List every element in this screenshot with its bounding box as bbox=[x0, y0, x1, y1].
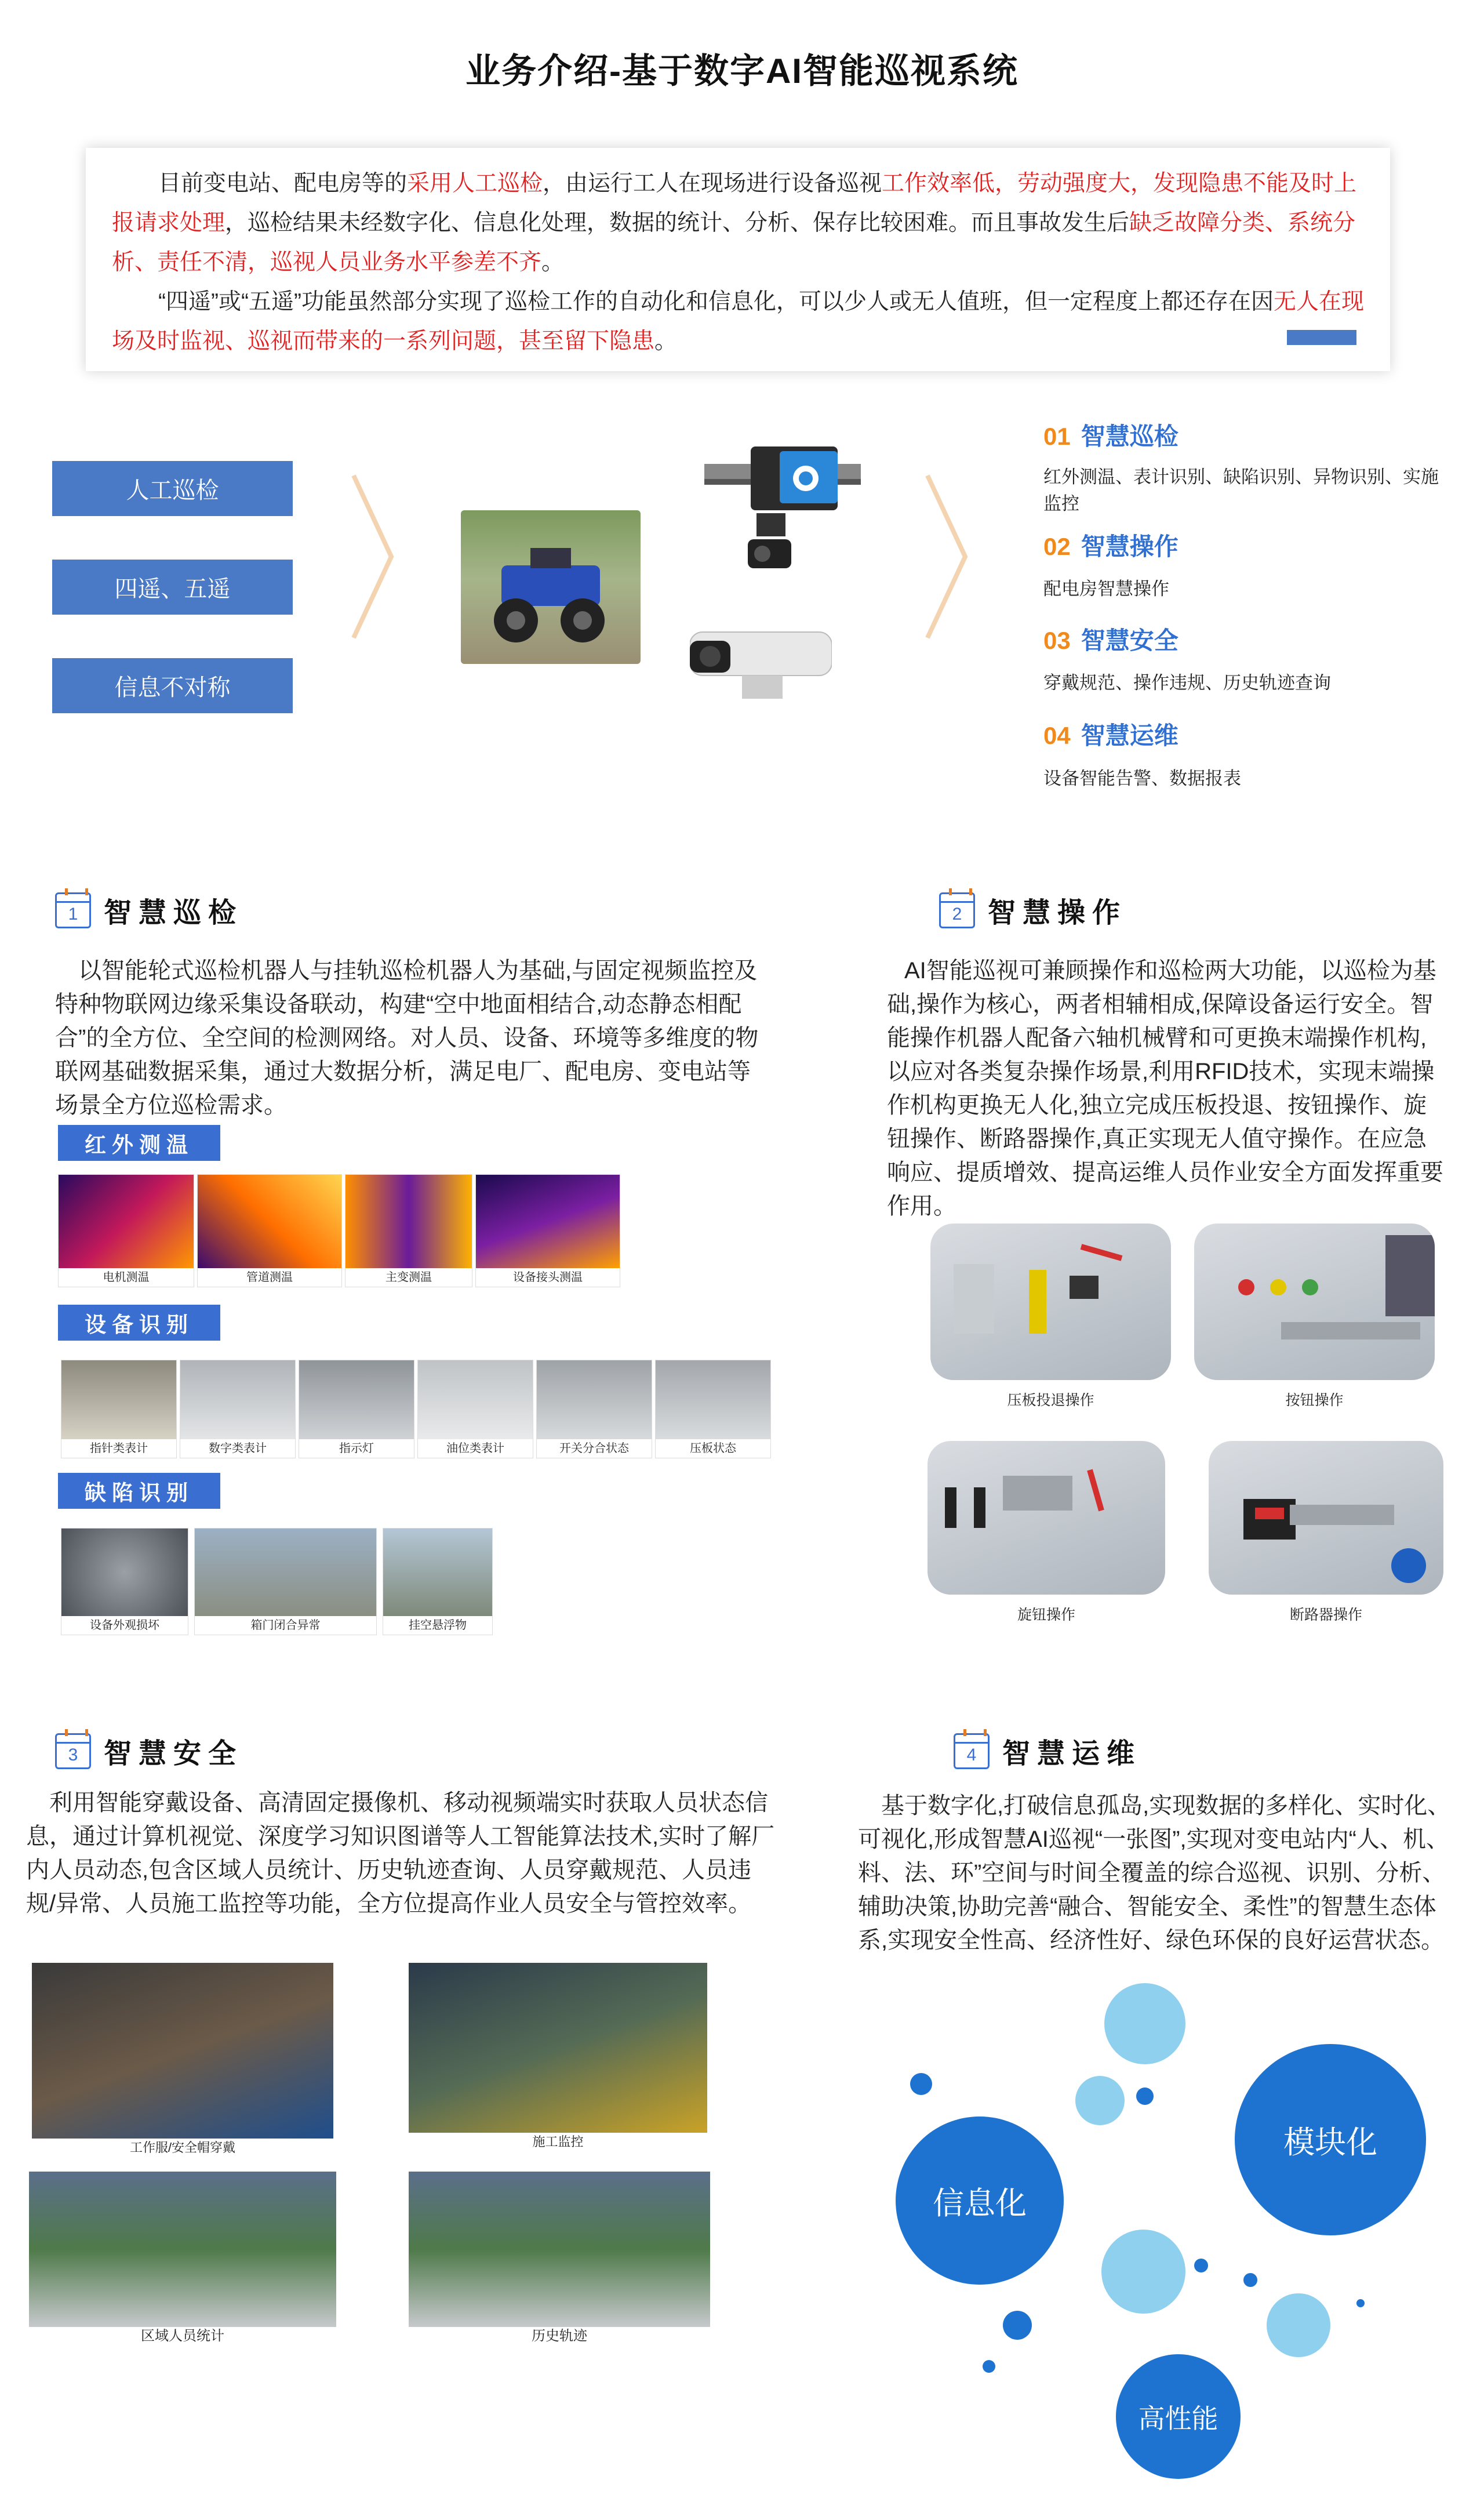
section-title: 智慧操作 bbox=[988, 898, 1127, 928]
calendar-icon: 3 bbox=[55, 1733, 91, 1769]
section-smart-operation-header bbox=[939, 890, 1127, 930]
feature-title-1 bbox=[1043, 418, 1179, 452]
camera-image bbox=[690, 626, 832, 702]
thumb-caption: 设备外观损坏 bbox=[61, 1616, 188, 1635]
problem-remote: 四遥、五遥 bbox=[52, 560, 293, 615]
feature-desc-1: 红外测温、表计识别、缺陷识别、异物识别、实施监控 bbox=[1043, 467, 1439, 514]
thumb-caption: 指示灯 bbox=[299, 1439, 414, 1458]
op-image-knob bbox=[928, 1441, 1165, 1595]
device-thumb bbox=[299, 1360, 414, 1458]
bubble-decor bbox=[1104, 1983, 1185, 2064]
section-smart-safety-header bbox=[55, 1731, 243, 1771]
feature-title-3 bbox=[1043, 622, 1179, 656]
thumb-caption: 油位类表计 bbox=[418, 1439, 533, 1458]
feature-title-4 bbox=[1043, 717, 1179, 752]
feature-desc-4: 设备智能告警、数据报表 bbox=[1043, 768, 1241, 789]
ir-thumb bbox=[345, 1174, 472, 1287]
feature-num: 01 bbox=[1043, 423, 1071, 450]
intro-text: “四遥”或“五遥”功能虽然部分实现了巡检工作的自动化和信息化，可以少人或无人值班，但一定程度上都还存在因 bbox=[158, 289, 1274, 314]
op-caption: 按钮操作 bbox=[1285, 1392, 1344, 1408]
safety-photo-history-track bbox=[409, 2172, 710, 2346]
intro-paragraph-2 bbox=[112, 282, 1364, 361]
ir-thumb bbox=[58, 1174, 194, 1287]
thumb-caption: 工作服/安全帽穿戴 bbox=[32, 2139, 333, 2157]
wheeled-robot-image bbox=[461, 510, 641, 664]
page-title: 业务介绍-基于数字AI智能巡视系统 bbox=[465, 52, 1019, 90]
device-thumb bbox=[61, 1360, 177, 1458]
feature-num: 03 bbox=[1043, 627, 1071, 654]
section-smart-maintenance-header bbox=[954, 1731, 1141, 1771]
intro-text: ，巡检结果未经数字化、信息化处理，数据的统计、分析、保存比较困难。而且事故发生后 bbox=[225, 210, 1130, 235]
tag-device-recognition: 设备识别 bbox=[58, 1305, 220, 1341]
intro-highlight: 工作效率低，劳动强度大，发现隐患不能及时上报请求处理 bbox=[112, 171, 1357, 235]
thumb-caption: 历史轨迹 bbox=[409, 2327, 710, 2346]
bubble-decor bbox=[910, 2073, 932, 2095]
section-smart-inspection-header bbox=[55, 890, 243, 930]
bubble-informatization: 信息化 bbox=[896, 2116, 1064, 2285]
device-thumb bbox=[417, 1360, 533, 1458]
thumb-caption: 数字类表计 bbox=[180, 1439, 295, 1458]
bubble-modularization: 模块化 bbox=[1235, 2044, 1426, 2235]
section-3-text: 利用智能穿戴设备、高清固定摄像机、移动视频端实时获取人员状态信息，通过计算机视觉、深度学习知识图谱等人工智能算法技术,实时了解厂内人员动态,包含区域人员统计、历史轨迹查询、人员穿戴规范、人员违规/异常、人员施工监控等功能，全方位提高作业人员安全与管控效率。 bbox=[26, 1790, 775, 1916]
chevron-right-icon bbox=[348, 470, 400, 644]
bubble-high-performance: 高性能 bbox=[1116, 2354, 1241, 2479]
section-4-text: 基于数字化,打破信息孤岛,实现数据的多样化、实时化、可视化,形成智慧AI巡视“一张图”,实现对变电站内“人、机、料、法、环”空间与时间全覆盖的综合巡视、识别、分析、辅助决策,协助完善“融合、智能安全、柔性”的智慧生态体系,实现安全性高、经济性好、绿色环保的良好运营状态。 bbox=[858, 1793, 1451, 1953]
safety-photo-area-stats bbox=[29, 2172, 336, 2346]
calendar-icon: 2 bbox=[939, 892, 975, 928]
thumb-caption: 管道测温 bbox=[198, 1268, 341, 1287]
rail-robot-image bbox=[693, 446, 867, 591]
tag-infrared: 红外测温 bbox=[58, 1125, 220, 1161]
bubble-decor bbox=[1243, 2273, 1257, 2287]
thumb-caption: 电机测温 bbox=[59, 1268, 194, 1287]
tag-defect-recognition: 缺陷识别 bbox=[58, 1473, 220, 1509]
thumb-caption: 施工监控 bbox=[409, 2133, 707, 2151]
problem-info-asymmetry: 信息不对称 bbox=[52, 658, 293, 713]
section-title: 智慧运维 bbox=[1002, 1738, 1142, 1769]
intro-highlight: 缺乏故障分类、系统分析、责任不清，巡视人员业务水平参差不齐 bbox=[112, 210, 1356, 275]
bubble-decor bbox=[1356, 2299, 1365, 2307]
intro-text: ，由运行工人在现场进行设备巡视 bbox=[543, 171, 882, 196]
device-thumb bbox=[180, 1360, 296, 1458]
thumb-caption: 箱门闭合异常 bbox=[195, 1616, 376, 1635]
defect-thumb bbox=[61, 1528, 188, 1635]
feature-num: 04 bbox=[1043, 722, 1071, 749]
calendar-icon: 4 bbox=[954, 1733, 990, 1769]
bubble-decor bbox=[983, 2360, 995, 2373]
intro-paragraph-1 bbox=[112, 164, 1364, 282]
chevron-right-icon bbox=[922, 470, 974, 644]
intro-text: 目前变电站、配电房等的 bbox=[158, 171, 408, 196]
section-title: 智慧巡检 bbox=[104, 898, 243, 928]
defect-thumb bbox=[383, 1528, 493, 1635]
thumb-caption: 设备接头测温 bbox=[476, 1268, 620, 1287]
defect-thumb bbox=[194, 1528, 377, 1635]
thumb-caption: 压板状态 bbox=[656, 1439, 770, 1458]
op-image-button bbox=[1194, 1224, 1435, 1380]
problem-manual-inspection: 人工巡检 bbox=[52, 461, 293, 516]
bubble-decor bbox=[1194, 2259, 1208, 2272]
bubble-decor bbox=[1075, 2076, 1125, 2125]
op-image-press-plate bbox=[930, 1224, 1171, 1380]
feature-name: 智慧巡检 bbox=[1081, 423, 1179, 450]
bubble-decor bbox=[1003, 2311, 1032, 2340]
op-image-breaker bbox=[1209, 1441, 1443, 1595]
feature-desc-3: 穿戴规范、操作违规、历史轨迹查询 bbox=[1043, 673, 1331, 693]
thumb-caption: 开关分合状态 bbox=[537, 1439, 652, 1458]
device-thumb bbox=[536, 1360, 652, 1458]
device-thumb bbox=[655, 1360, 771, 1458]
intro-box bbox=[86, 148, 1390, 371]
bubble-decor bbox=[1101, 2230, 1185, 2314]
calendar-icon: 1 bbox=[55, 892, 91, 928]
feature-name: 智慧操作 bbox=[1081, 533, 1179, 560]
ir-thumb bbox=[475, 1174, 620, 1287]
feature-desc-2: 配电房智慧操作 bbox=[1043, 579, 1169, 599]
feature-num: 02 bbox=[1043, 533, 1071, 560]
section-1-text: 以智能轮式巡检机器人与挂轨巡检机器人为基础,与固定视频监控及特种物联网边缘采集设备联动，构建“空中地面相结合,动态静态相配合”的全方位、全空间的检测网络。对人员、设备、环境等多维度的物联网基础数据采集，通过大数据分析，满足电厂、配电房、变电站等场景全方位巡检需求。 bbox=[55, 958, 759, 1118]
intro-highlight: 无人在现场及时监视、巡视而带来的一系列问题，甚至留下隐患 bbox=[112, 289, 1364, 354]
thumb-caption: 指针类表计 bbox=[61, 1439, 176, 1458]
feature-name: 智慧安全 bbox=[1081, 627, 1179, 654]
decorative-bar bbox=[1287, 330, 1356, 345]
bubble-decor bbox=[1267, 2293, 1330, 2357]
feature-title-2 bbox=[1043, 528, 1179, 562]
feature-name: 智慧运维 bbox=[1081, 722, 1179, 749]
op-caption: 断路器操作 bbox=[1289, 1607, 1362, 1623]
ir-thumb bbox=[197, 1174, 342, 1287]
thumb-caption: 主变测温 bbox=[345, 1268, 472, 1287]
section-title: 智慧安全 bbox=[104, 1738, 243, 1769]
section-2-text: AI智能巡视可兼顾操作和巡检两大功能，以巡检为基础,操作为核心，两者相辅相成,保障设备运行安全。智能操作机器人配备六轴机械臂和可更换末端操作机构,以应对各类复杂操作场景,利用RFID技术，实现末端操作机构更换无人化,独立完成压板投退、按钮操作、旋钮操作、断路器操作,真正实现无人值守操作。在应急响应、提质增效、提高运维人员作业安全方面发挥重要作用。 bbox=[887, 958, 1443, 1219]
bubble-decor bbox=[1136, 2088, 1154, 2105]
thumb-caption: 挂空悬浮物 bbox=[383, 1616, 492, 1635]
safety-photo-ppe bbox=[32, 1963, 333, 2157]
thumb-caption: 区域人员统计 bbox=[29, 2327, 336, 2346]
intro-highlight: 采用人工巡检 bbox=[407, 171, 543, 196]
safety-photo-construction bbox=[409, 1963, 707, 2151]
intro-text: 。 bbox=[654, 329, 678, 354]
op-caption: 压板投退操作 bbox=[1007, 1392, 1094, 1408]
intro-text: 。 bbox=[541, 250, 565, 275]
op-caption: 旋钮操作 bbox=[1017, 1607, 1075, 1623]
